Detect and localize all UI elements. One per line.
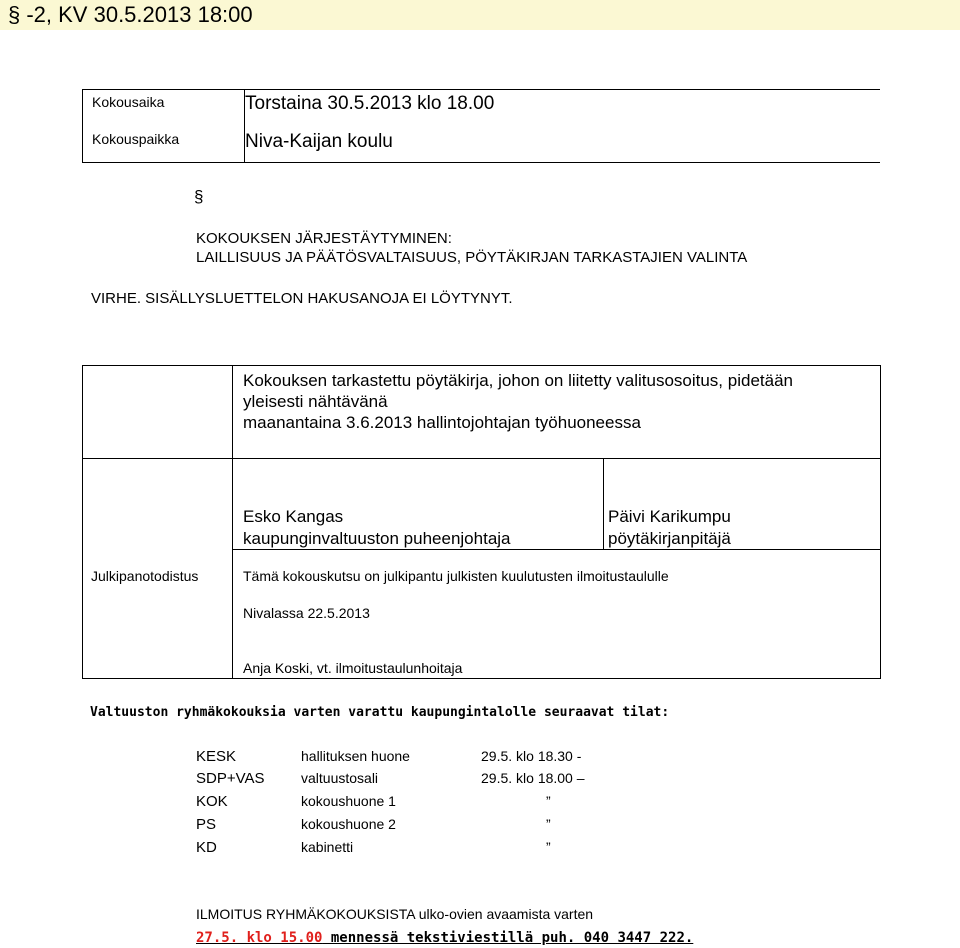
room-group: KOK: [196, 793, 228, 810]
notice-line2: yleisesti nähtävänä: [243, 392, 388, 411]
publication-label: Julkipanotodistus: [91, 568, 199, 584]
signature-box-divider-middle: [603, 459, 604, 549]
signature-box-divider-horizontal: [232, 549, 881, 550]
chair-name: Esko Kangas: [243, 507, 344, 526]
group-meetings-heading: Valtuuston ryhmäkokouksia varten varattu kaupungintalolle seuraavat tilat:: [90, 705, 670, 720]
notice-line3: maanantaina 3.6.2013 hallintojohtajan työhuoneessa: [243, 413, 641, 432]
notice-box-divider: [232, 366, 233, 459]
publication-place-date: Nivalassa 22.5.2013: [243, 605, 370, 621]
secretary-role: pöytäkirjanpitäjä: [608, 529, 731, 548]
room-name: kabinetti: [301, 839, 354, 855]
publication-text: Tämä kokouskutsu on julkipantu julkisten kuulutusten ilmoitustaululle: [243, 568, 669, 584]
room-time: ”: [546, 816, 551, 832]
notice-line1: Kokouksen tarkastettu pöytäkirja, johon on liitetty valitusosoitus, pidetään: [243, 371, 793, 390]
room-name: kokoushuone 2: [301, 816, 396, 832]
section-sign: §: [194, 187, 204, 206]
section-title-line1: KOKOUKSEN JÄRJESTÄYTYMINEN:: [196, 230, 452, 247]
publication-signer: Anja Koski, vt. ilmoitustaulunhoitaja: [243, 660, 463, 676]
toc-error-note: VIRHE. SISÄLLYSLUETTELON HAKUSANOJA EI LÖYTYNYT.: [91, 290, 513, 307]
header-title: § -2, KV 30.5.2013 18:00: [8, 2, 253, 27]
meeting-info-table: [82, 89, 880, 163]
chair-role: kaupunginvaltuuston puheenjohtaja: [243, 529, 511, 548]
meeting-time-label: Kokousaika: [83, 90, 245, 123]
section-title-line2: LAILLISUUS JA PÄÄTÖSVALTAISUUS, PÖYTÄKIRJAN TARKASTAJIEN VALINTA: [196, 249, 748, 266]
room-time: 29.5. klo 18.30 -: [481, 748, 582, 764]
signature-box-divider-left: [232, 459, 233, 678]
footer-notice-line2: [196, 930, 693, 946]
room-time: ”: [546, 839, 551, 855]
document-header: [0, 0, 960, 30]
room-time: ”: [546, 793, 551, 809]
room-time: 29.5. klo 18.00 –: [481, 770, 585, 786]
notice-text: [243, 370, 793, 433]
footer-contact: mennessä tekstiviestillä puh. 040 3447 222.: [322, 930, 694, 946]
room-group: KD: [196, 839, 217, 856]
secretary-name: Päivi Karikumpu: [608, 507, 731, 526]
room-name: hallituksen huone: [301, 748, 410, 764]
meeting-place-value: Niva-Kaijan koulu: [245, 123, 881, 163]
room-group: SDP+VAS: [196, 770, 265, 787]
footer-notice-line1: ILMOITUS RYHMÄKOKOUKSISTA ulko-ovien avaamista varten: [196, 906, 594, 922]
room-group: PS: [196, 816, 217, 833]
meeting-time-value: Torstaina 30.5.2013 klo 18.00: [245, 90, 881, 123]
footer-deadline: 27.5. klo 15.00: [196, 930, 323, 946]
room-name: valtuustosali: [301, 770, 379, 786]
meeting-place-label: Kokouspaikka: [83, 123, 245, 163]
room-name: kokoushuone 1: [301, 793, 396, 809]
room-group: KESK: [196, 748, 237, 765]
